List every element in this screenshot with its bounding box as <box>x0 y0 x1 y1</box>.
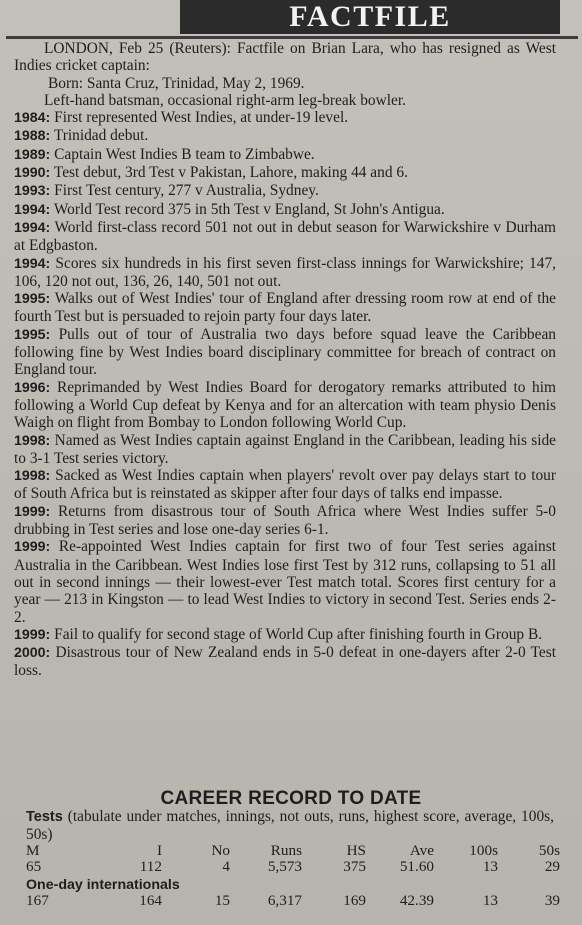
entry-text: Walks out of West Indies' tour of England after dressing room row at end of the fourth Test but is persuaded to rejoin party four days later. <box>14 290 556 326</box>
entry-year: 1999: <box>14 503 51 520</box>
entry-year: 1995: <box>14 326 51 343</box>
stat-cell: 4 <box>222 858 230 875</box>
tests-note: (tabulate under matches, innings, not outs, runs, highest score, average, 100s, 50s) <box>26 808 554 843</box>
chronology-entry <box>14 182 556 200</box>
entry-text: First Test century, 277 v Australia, Sydney. <box>54 182 319 200</box>
banner-title: FACTFILE <box>289 0 451 33</box>
odi-row <box>26 893 560 909</box>
stat-cell: 6,317 <box>267 892 302 909</box>
stat-cell: 164 <box>139 892 162 909</box>
chronology-entry <box>14 432 556 468</box>
entry-year: 1999: <box>14 539 51 556</box>
col-header: 100s <box>469 842 498 859</box>
stat-cell: 375 <box>343 858 366 875</box>
entry-year: 1998: <box>14 432 51 449</box>
entry-text: Reprimanded by West Indies Board for derogatory remarks attributed to him following a World Cup defeat by Kenya and for an altercation with team physio Denis Waigh on flight from Bombay to London following World Cup. <box>14 378 556 432</box>
entry-year: 1989: <box>14 146 51 163</box>
chronology-entry <box>14 146 556 164</box>
entry-text: Pulls out of tour of Australia two days before squad leave the Caribbean following fine by West Indies board disciplinary committee for breach of contract on England tour. <box>14 325 556 379</box>
col-header: Runs <box>270 842 302 859</box>
career-record-heading: CAREER RECORD TO DATE <box>160 788 422 809</box>
stat-cell: 13 <box>482 858 498 875</box>
dateline: LONDON, Feb 25 (Reuters): Factfile on Brian Lara, who has resigned as West Indies cricket captain: <box>14 40 556 75</box>
tests-description <box>26 808 554 843</box>
stat-cell: 169 <box>343 892 366 909</box>
chronology-entry <box>14 201 556 219</box>
stat-cell: 42.39 <box>399 892 434 909</box>
chronology-entry <box>14 219 556 255</box>
chronology <box>14 109 556 680</box>
article-body <box>14 40 556 680</box>
entry-text: Test debut, 3rd Test v Pakistan, Lahore, making 44 and 6. <box>53 164 408 182</box>
entry-text: Named as West Indies captain against England in the Caribbean, leading his side to 3-1 Test series victory. <box>14 431 556 467</box>
chronology-entry <box>14 127 556 145</box>
entry-year: 1999: <box>14 626 51 643</box>
col-header: M <box>26 842 40 859</box>
stat-cell: 167 <box>26 892 49 909</box>
stats-header-row <box>26 843 560 859</box>
entry-year: 1995: <box>14 291 51 308</box>
entry-text: Re-appointed West Indies captain for first two of four Test series against Australia in the Caribbean. West Indies lose first Test by 312 runs, collapsing to 51 all out in second innings — their lowest-ever Test match total. Scores first century for a year — 213 in Kingston — to lead West Indies to victory in second Test. Series ends 2-2. <box>14 538 556 626</box>
col-header: I <box>156 842 162 859</box>
entry-year: 1993: <box>14 183 51 200</box>
entry-text: Disastrous tour of New Zealand ends in 5-0 defeat in one-dayers after 2-0 Test loss. <box>14 644 557 680</box>
stat-cell: 13 <box>482 892 498 909</box>
entry-text: Returns from disastrous tour of South Africa where West Indies suffer 5-0 drubbing in Test series and lose one-day series 6-1. <box>14 502 556 539</box>
chronology-entry <box>14 503 556 539</box>
entry-year: 1984: <box>14 110 51 127</box>
col-header: 50s <box>538 842 560 859</box>
born-line: Born: Santa Cruz, Trinidad, May 2, 1969. <box>48 74 305 92</box>
entry-year: 2000: <box>14 645 51 662</box>
entry-text: World Test record 375 in 5th Test v England, St John's Antigua. <box>53 200 445 218</box>
role-line: Left-hand batsman, occasional right-arm leg-break bowler. <box>44 91 406 109</box>
entry-year: 1996: <box>14 379 51 396</box>
odi-label-row <box>26 875 560 893</box>
entry-year: 1994: <box>14 201 51 218</box>
entry-text: World first-class record 501 not out in debut season for Warwickshire v Durham at Edgbaston. <box>14 218 556 255</box>
entry-text: Captain West Indies B team to Zimbabwe. <box>54 145 315 163</box>
entry-text: Scores six hundreds in his first seven first-class innings for Warwickshire; 147, 106, 120 not out, 136, 26, 140, 501 not out. <box>14 254 556 290</box>
stat-cell: 65 <box>26 858 42 875</box>
stat-cell: 39 <box>544 892 560 909</box>
tests-label: Tests <box>26 809 63 825</box>
entry-year: 1994: <box>14 255 51 272</box>
stat-cell: 112 <box>139 858 162 875</box>
entry-text: Trinidad debut. <box>53 127 149 145</box>
entry-year: 1994: <box>14 219 51 236</box>
chronology-entry <box>14 379 556 432</box>
entry-year: 1998: <box>14 468 51 485</box>
entry-year: 1990: <box>14 165 51 182</box>
col-header: No <box>211 842 230 859</box>
factfile-banner <box>180 0 560 34</box>
col-header: Ave <box>409 842 434 859</box>
odi-label: One-day internationals <box>26 877 180 893</box>
entry-year: 1988: <box>14 128 51 145</box>
chronology-entry <box>14 326 556 379</box>
stat-cell: 29 <box>544 858 560 875</box>
chronology-entry <box>14 109 556 127</box>
chronology-entry <box>14 626 556 644</box>
entry-text: Fail to qualify for second stage of World Cup after finishing fourth in Group B. <box>54 625 543 643</box>
col-header: HS <box>346 842 366 859</box>
chronology-entry <box>14 467 556 503</box>
chronology-entry <box>14 255 556 291</box>
entry-text: Sacked as West Indies captain when players' revolt over pay delays start to tour of South Africa but is reinstated as skipper after four days of talks end impasse. <box>14 467 556 503</box>
career-stats-table <box>26 843 560 909</box>
chronology-entry <box>14 538 556 625</box>
chronology-entry <box>14 644 556 680</box>
stat-cell: 51.60 <box>399 858 434 875</box>
header-rule <box>6 36 578 39</box>
tests-row <box>26 859 560 875</box>
chronology-entry <box>14 164 556 182</box>
stat-cell: 15 <box>214 892 230 909</box>
entry-text: First represented West Indies, at under-19 level. <box>54 109 349 127</box>
stat-cell: 5,573 <box>267 858 302 875</box>
intro <box>14 40 556 109</box>
chronology-entry <box>14 290 556 326</box>
